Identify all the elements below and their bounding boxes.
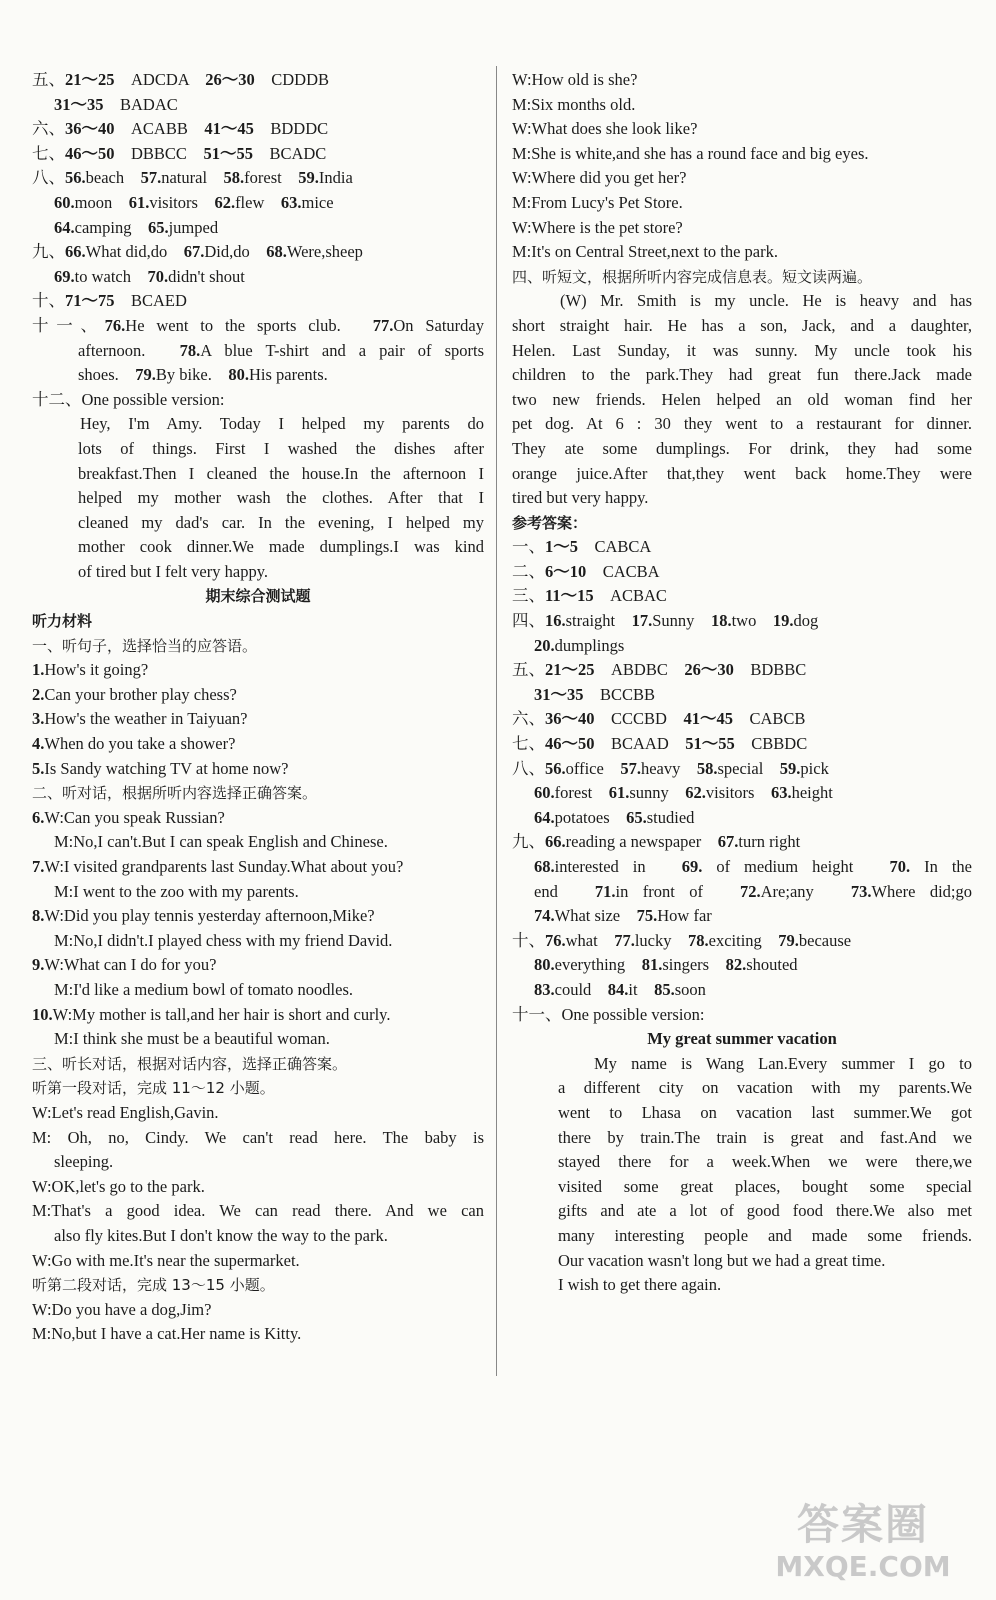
left-line: also fly kites.But I don't know the way to the park. <box>54 1225 388 1245</box>
right-line: 四、16.straight 17.Sunny 18.two 19.dog <box>512 611 819 631</box>
left-line: 1.How's it going? <box>32 660 149 680</box>
right-line: W:Where did you get her? <box>512 168 687 188</box>
left-line: M: Oh, no, Cindy. We can't read here. The baby is <box>32 1127 484 1147</box>
left-line: 60.moon 61.visitors 62.flew 63.mice <box>54 192 334 212</box>
left-line: 5.Is Sandy watching TV at home now? <box>32 758 289 778</box>
left-line: 十一、76.He went to the sports club. 77.On Saturday <box>32 315 484 335</box>
right-column <box>512 68 972 1298</box>
left-line: M:No,but I have a cat.Her name is Kitty. <box>32 1324 302 1344</box>
right-line: a different city on vacation with my parents.We <box>558 1078 972 1098</box>
left-line: helped my mother wash the clothes. After that I <box>78 488 484 508</box>
left-line: Hey, I'm Amy. Today I helped my parents do <box>80 414 484 434</box>
left-line: of tired but I felt very happy. <box>78 561 268 581</box>
right-line: short straight hair. He has a son, Jack, and a daughter, <box>512 315 972 335</box>
left-line: 三、听长对话，根据对话内容，选择正确答案。 <box>32 1054 348 1073</box>
right-line: 31～35 BCCBB <box>534 684 656 704</box>
column-divider <box>496 66 497 1376</box>
left-line: 31～35 BADAC <box>54 94 178 114</box>
left-line: 听第一段对话，完成 11～12 小题。 <box>32 1079 275 1098</box>
right-line: end 71.in front of 72.Are;any 73.Where did;go <box>534 881 972 901</box>
watermark-text: 答案圈 <box>796 1500 929 1549</box>
right-line: pet dog. At 6 : 30 they went to a restaurant for dinner. <box>512 414 972 434</box>
right-line: M:From Lucy's Pet Store. <box>512 192 683 212</box>
left-column <box>32 68 484 1347</box>
right-line: two new friends. Helen helped an old woman find her <box>512 389 972 409</box>
right-line: 74.What size 75.How far <box>534 906 712 926</box>
right-line: My great summer vacation <box>647 1029 837 1049</box>
left-line: W:Do you have a dog,Jim? <box>32 1299 212 1319</box>
right-line: gifts and ate a lot of good food there.We also met <box>558 1201 972 1221</box>
right-line: many interesting people and made some friends. <box>558 1225 972 1245</box>
left-line: mother cook dinner.We made dumplings.I was kind <box>78 537 484 557</box>
left-line: 69.to watch 70.didn't shout <box>54 266 245 286</box>
left-line: 64.camping 65.jumped <box>54 217 219 237</box>
left-line: M:I went to the zoo with my parents. <box>54 881 299 901</box>
left-line: 五、21～25 ADCDA 26～30 CDDDB <box>32 70 330 89</box>
left-line: cleaned my dad's car. In the evening, I helped my <box>78 512 484 532</box>
right-line: 二、6～10 CACBA <box>512 561 660 581</box>
right-line: 十一、One possible version: <box>512 1004 705 1024</box>
right-line: orange juice.After that,they went back home.They were <box>512 463 972 483</box>
left-line: W:Go with me.It's near the supermarket. <box>32 1250 300 1270</box>
right-line: 六、36～40 CCCBD 41～45 CABCB <box>512 709 806 729</box>
right-line: visited some great places, bought some special <box>558 1176 972 1196</box>
right-line: 九、66.reading a newspaper 67.turn right <box>512 832 801 852</box>
right-line: Helen. Last Sunday, it was sunny. My uncle took his <box>512 340 972 360</box>
right-line: there by train.The train is great and fast.And we <box>558 1127 972 1147</box>
left-line: sleeping. <box>54 1152 114 1172</box>
left-line: 十二、One possible version: <box>32 389 225 409</box>
left-line: 10.W:My mother is tall,and her hair is short and curly. <box>32 1004 391 1024</box>
right-line: 参考答案： <box>512 513 588 532</box>
left-line: 2.Can your brother play chess? <box>32 684 237 704</box>
left-line: afternoon. 78.A blue T-shirt and a pair of sports <box>78 340 484 360</box>
left-line: M:I'd like a medium bowl of tomato noodles. <box>54 979 354 999</box>
left-line: M:I think she must be a beautiful woman. <box>54 1029 330 1049</box>
right-line: went to Lhasa on vacation last summer.We got <box>558 1102 972 1122</box>
left-line: 八、56.beach 57.natural 58.forest 59.India <box>32 168 353 188</box>
watermark-url: MXQE.COM <box>775 1550 951 1583</box>
left-line: 六、36～40 ACABB 41～45 BDDDC <box>32 119 329 139</box>
right-line: 83.could 84.it 85.soon <box>534 979 706 999</box>
right-line: M:It's on Central Street,next to the park. <box>512 242 778 262</box>
left-line: W:Let's read English,Gavin. <box>32 1102 219 1122</box>
left-line: M:That's a good idea. We can read there. And we can <box>32 1201 484 1221</box>
left-line: 听第二段对话，完成 13～15 小题。 <box>32 1276 275 1295</box>
left-line: 9.W:What can I do for you? <box>32 955 217 975</box>
watermark-logo <box>748 1500 978 1592</box>
right-line: 十、76.what 77.lucky 78.exciting 79.because <box>512 930 852 950</box>
right-line: 四、听短文，根据所听内容完成信息表。短文读两遍。 <box>512 267 873 286</box>
right-line: 三、11～15 ACBAC <box>512 586 667 606</box>
right-line: M:Six months old. <box>512 94 636 114</box>
right-line: children to the park.They had great fun there.Jack made <box>512 365 972 385</box>
left-line: M:No,I can't.But I can speak English and Chinese. <box>54 832 388 852</box>
left-line: shoes. 79.By bike. 80.His parents. <box>78 365 328 385</box>
left-line: 七、46～50 DBBCC 51～55 BCADC <box>32 143 327 163</box>
right-line: They ate some dumplings. For drink, they had some <box>512 438 972 458</box>
right-line: 64.potatoes 65.studied <box>534 807 695 827</box>
left-line: 6.W:Can you speak Russian? <box>32 807 225 827</box>
right-line: stayed there for a week.When we were there,we <box>558 1152 972 1172</box>
left-line: 期末综合测试题 <box>205 587 311 606</box>
right-line: W:How old is she? <box>512 70 638 89</box>
right-line: M:She is white,and she has a round face and big eyes. <box>512 143 869 163</box>
right-line: 五、21～25 ABDBC 26～30 BDBBC <box>512 660 807 680</box>
left-line: 8.W:Did you play tennis yesterday afternoon,Mike? <box>32 906 375 926</box>
left-line: W:OK,let's go to the park. <box>32 1176 205 1196</box>
right-line: 20.dumplings <box>534 635 625 655</box>
left-line: 九、66.What did,do 67.Did,do 68.Were,sheep <box>32 242 363 262</box>
right-line: I wish to get there again. <box>558 1275 722 1295</box>
right-line: 80.everything 81.singers 82.shouted <box>534 955 798 975</box>
right-line: Our vacation wasn't long but we had a great time. <box>558 1250 886 1270</box>
left-line: M:No,I didn't.I played chess with my friend David. <box>54 930 393 950</box>
right-line: 60.forest 61.sunny 62.visitors 63.height <box>534 783 833 803</box>
left-line: 十、71～75 BCAED <box>32 291 187 311</box>
right-line: W:What does she look like? <box>512 119 698 139</box>
right-line: 八、56.office 57.heavy 58.special 59.pick <box>512 758 829 778</box>
right-line: tired but very happy. <box>512 488 649 508</box>
left-line: lots of things. First I washed the dishes after <box>78 438 484 458</box>
right-line: 68.interested in 69. of medium height 70. In the <box>534 857 972 876</box>
left-line: breakfast.Then I cleaned the house.In the afternoon I <box>78 463 484 483</box>
left-line: 4.When do you take a shower? <box>32 734 236 754</box>
left-line: 3.How's the weather in Taiyuan? <box>32 709 248 729</box>
right-line: 一、1～5 CABCA <box>512 537 652 557</box>
left-line: 一、听句子，选择恰当的应答语。 <box>32 636 258 655</box>
left-line: 二、听对话，根据所听内容选择正确答案。 <box>32 784 318 803</box>
left-line: 听力材料 <box>32 612 93 631</box>
right-line: (W) Mr. Smith is my uncle. He is heavy and has <box>560 291 972 311</box>
right-line: W:Where is the pet store? <box>512 217 683 237</box>
left-line: 7.W:I visited grandparents last Sunday.What about you? <box>32 857 404 876</box>
right-line: My name is Wang Lan.Every summer I go to <box>594 1053 972 1073</box>
right-line: 七、46～50 BCAAD 51～55 CBBDC <box>512 734 808 754</box>
